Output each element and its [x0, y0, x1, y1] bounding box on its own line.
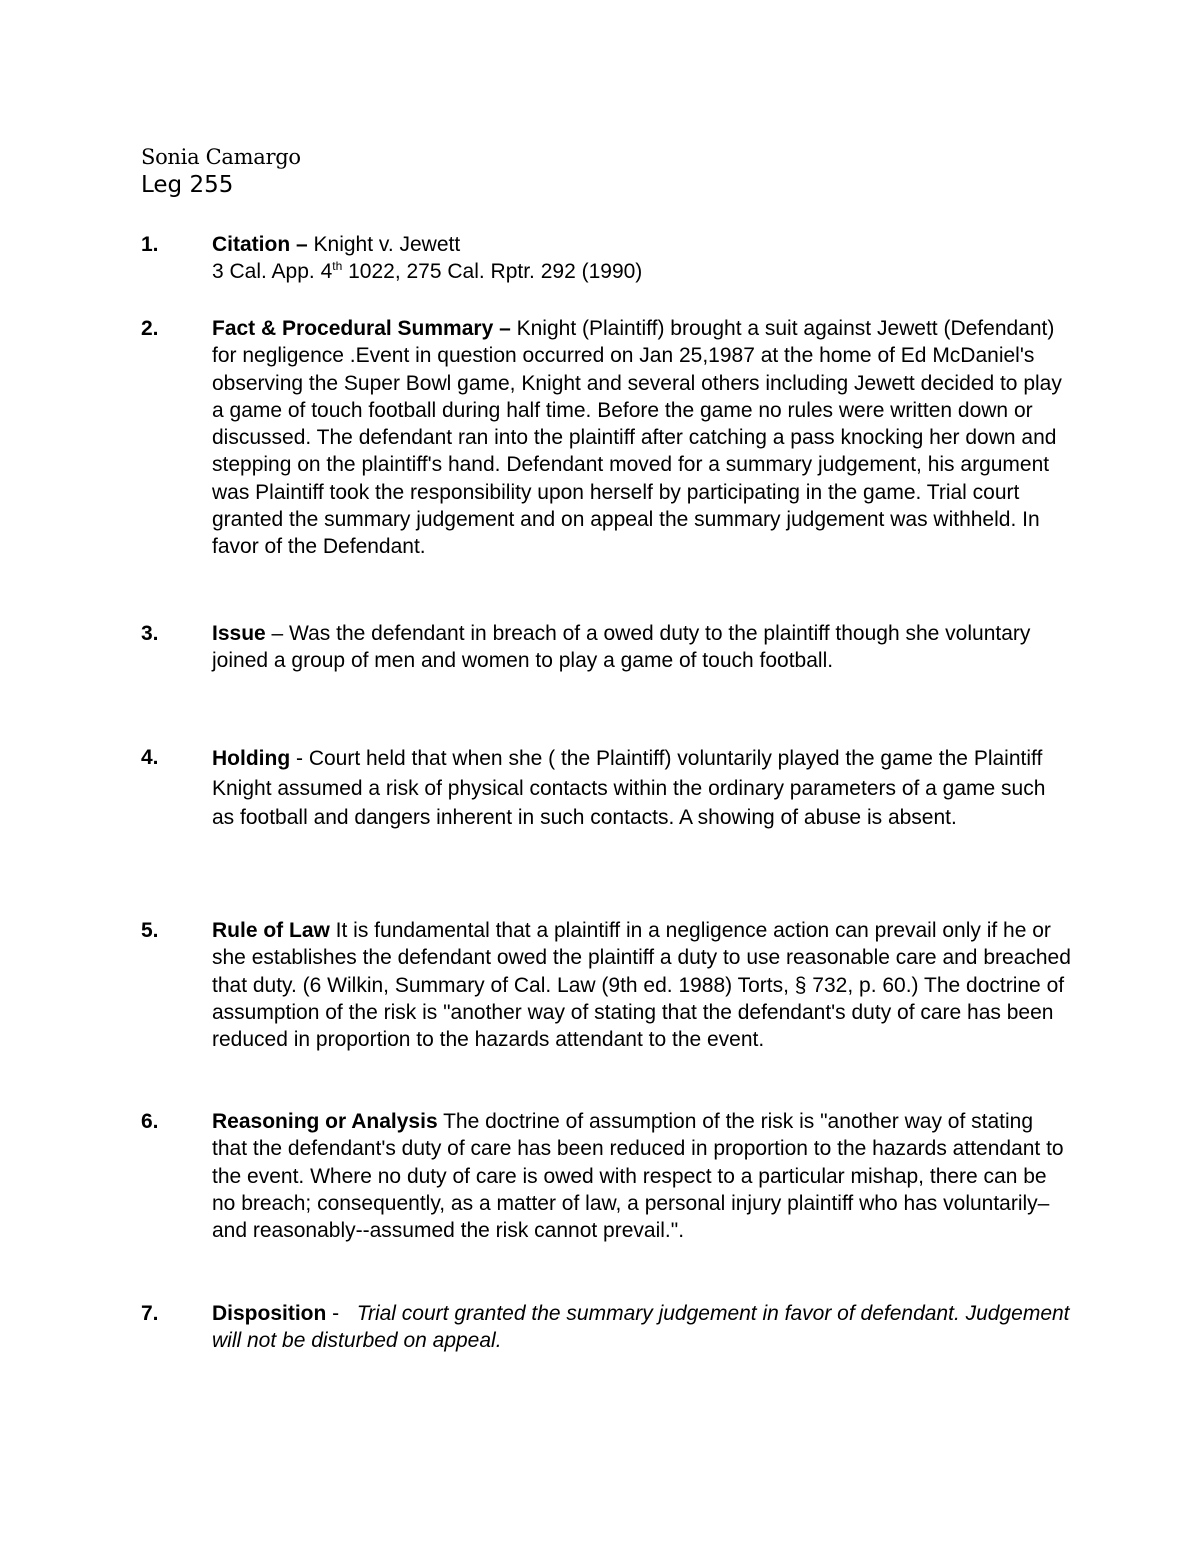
section-number: 1. — [141, 233, 159, 256]
section-number: 3. — [141, 622, 159, 645]
section-number: 4. — [141, 746, 159, 769]
section-body — [212, 620, 1072, 675]
section-label: Fact & Procedural Summary – — [212, 317, 511, 340]
section-body — [212, 1108, 1072, 1244]
section-number: 5. — [141, 919, 159, 942]
section-text: Knight (Plaintiff) brought a suit against Jewett (Defendant) for negligence .Event in question occurred on Jan 25,1987 at the home of Ed McDaniel's observing the Super Bowl game, Knight and several others including Jewett decided to play a game of touch football during half time. Before the game no rules were written down or discussed. The defendant ran into the plaintiff after catching a pass knocking her down and stepping on the plaintiff's hand. Defendant moved for a summary judgement, his argument was Plaintiff took the responsibility upon herself by participating in the game. Trial court granted the summary judgement and on appeal the summary judgement was withheld. In favor of the Defendant. — [212, 317, 1062, 559]
section-body — [212, 1300, 1072, 1355]
citation-superscript: th — [332, 259, 343, 274]
section-number: 2. — [141, 317, 159, 340]
section-body — [212, 744, 1072, 833]
section-text: It is fundamental that a plaintiff in a negligence action can prevail only if he or she establishes the defendant owed the plaintiff a duty to use reasonable care and breached that duty. (6 Wilkin, Summary of Cal. Law (9th ed. 1988) Torts, § 732, p. 60.) The doctrine of assumption of the risk is "another way of stating that the defendant's duty of care has been reduced in proportion to the hazards attendant to the event. — [212, 919, 1071, 1052]
section-label: Rule of Law — [212, 919, 330, 942]
section-text: – Was the defendant in breach of a owed duty to the plaintiff though she voluntary joined a group of men and women to play a game of touch football. — [212, 622, 1031, 673]
section-label: Citation – — [212, 233, 308, 256]
section-number: 6. — [141, 1110, 159, 1133]
section-body — [212, 917, 1072, 1053]
citation-reporter-rest: 1022, 275 Cal. Rptr. 292 (1990) — [342, 260, 643, 284]
section-text: The doctrine of assumption of the risk is "another way of stating that the defendant's duty of care has been reduced in proportion to the hazards attendant to the event. Where no duty of care is owed with respect to a particular mishap, there can be no breach; consequently, as a matter of law, a personal injury plaintiff who has voluntarily–and reasonably--assumed the risk cannot prevail.". — [212, 1110, 1064, 1243]
citation-reporter: 3 Cal. App. 4 — [212, 260, 333, 284]
section-separator: - — [326, 1302, 357, 1325]
section-text: Knight v. Jewett — [307, 233, 461, 256]
section-label: Issue — [212, 622, 266, 645]
author-name: Sonia Camargo — [141, 145, 301, 169]
section-label: Disposition — [212, 1302, 327, 1325]
section-label: Reasoning or Analysis — [212, 1110, 438, 1133]
section-number: 7. — [141, 1302, 159, 1325]
section-body — [212, 315, 1072, 561]
section-label: Holding — [212, 747, 291, 770]
section-body — [212, 231, 1072, 286]
section-text: Trial court granted the summary judgement in favor of defendant. Judgement will not be disturbed on appeal. — [212, 1302, 1070, 1353]
section-text: - Court held that when she ( the Plaintiff) voluntarily played the game the Plaintiff Knight assumed a risk of physical contacts within the ordinary parameters of a game such as football and dangers inherent in such contacts. A showing of abuse is absent. — [212, 747, 1046, 829]
course-code: Leg 255 — [141, 172, 234, 198]
